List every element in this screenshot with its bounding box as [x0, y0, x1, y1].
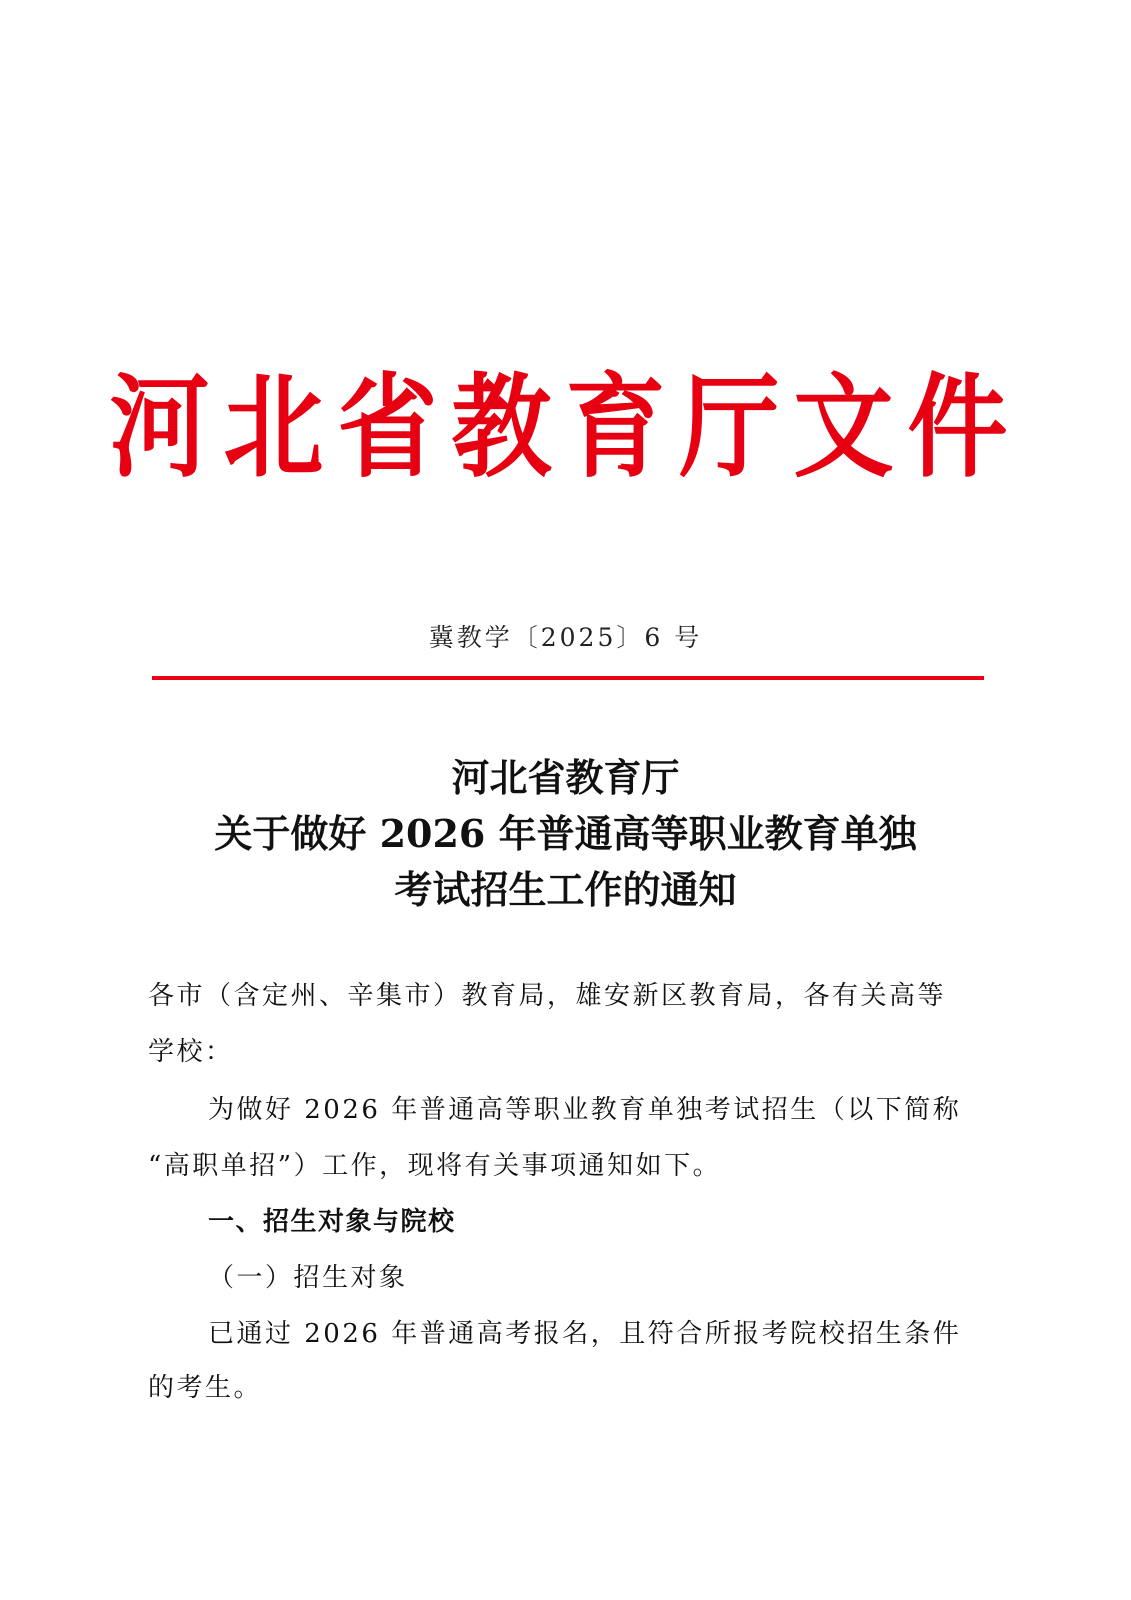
subsection-heading-1: （一）招生对象: [208, 1263, 408, 1293]
subsection-paragraph-line-2: 的考生。: [148, 1373, 263, 1403]
intro-paragraph-line-1: 为做好 2026 年普通高等职业教育单独考试招生（以下简称: [208, 1095, 962, 1125]
salutation-line-2: 学校：: [148, 1037, 234, 1067]
document-masthead: 河北省教育厅文件: [109, 361, 1022, 493]
title-line-2: 关于做好 2026 年普通高等职业教育单独: [214, 811, 917, 856]
title-line-1: 河北省教育厅: [451, 755, 680, 800]
intro-paragraph-line-2: “高职单招”）工作，现将有关事项通知如下。: [148, 1151, 722, 1181]
document-title: [0, 750, 1131, 918]
salutation-line-1: 各市（含定州、辛集市）教育局，雄安新区教育局，各有关高等: [148, 981, 947, 1011]
red-divider-line: [152, 676, 984, 680]
document-number: 冀教学〔2025〕6 号: [428, 623, 703, 652]
section-heading-1: 一、招生对象与院校: [208, 1207, 456, 1237]
subsection-paragraph-line-1: 已通过 2026 年普通高考报名，且符合所报考院校招生条件: [208, 1319, 962, 1349]
title-line-3: 考试招生工作的通知: [394, 867, 737, 912]
